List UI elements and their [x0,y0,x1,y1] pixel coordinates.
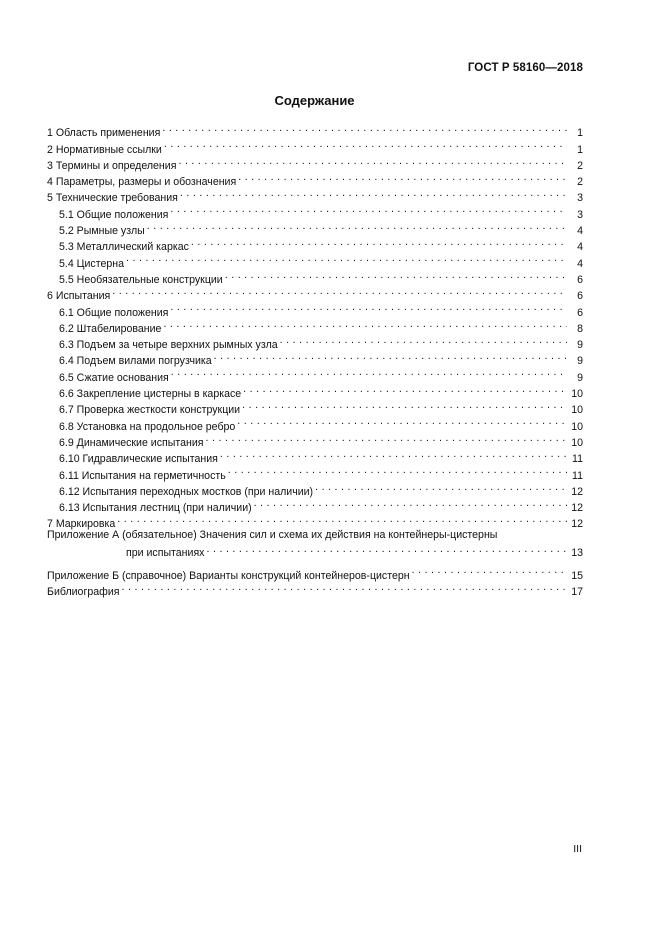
toc-entry-label: 6.4 Подъем вилами погрузчика [59,353,212,369]
toc-entry-label: 6.8 Установка на продольное ребро [59,419,235,435]
toc-leader-dots [220,446,567,462]
toc-leader-dots [412,562,567,578]
toc-entry-page: 12 [571,502,583,515]
toc-entry-page: 3 [577,192,583,205]
toc-entry-label: 6.5 Сжатие основания [59,370,169,386]
toc-leader-dots [126,250,567,266]
toc-entry-page: 4 [577,241,583,254]
toc-leader-dots [315,479,567,495]
doc-code: ГОСТ Р 58160—2018 [467,62,583,74]
toc-entry-label: Библиография [47,584,119,600]
toc-leader-dots [162,120,567,136]
toc-entry-page: 10 [571,388,583,401]
toc-entry-label: 6.11 Испытания на герметичность [59,468,226,484]
toc-leader-dots [171,364,567,380]
toc-entry-page: 11 [572,469,583,482]
toc-entry-label: 5.4 Цистерна [59,256,124,272]
toc-entry-page: 4 [577,225,583,238]
toc-leader-dots [206,430,568,446]
toc-leader-dots [147,218,567,234]
toc-entry-label-continued: при испытаниях [126,547,205,560]
toc-entry-page: 2 [577,176,583,189]
toc-entry-label: 5.2 Рымные узлы [59,223,145,239]
toc-leader-dots [112,283,567,299]
toc-entry-page: 15 [571,569,583,582]
toc-entry-label: Приложение Б (справочное) Варианты конструкций контейнеров-цистерн [47,568,410,584]
toc-entry-page: 17 [571,586,583,599]
toc-leader-dots [191,234,567,250]
toc-leader-dots [178,153,567,169]
toc-entry-page: 11 [572,453,583,466]
toc-entry-page: 6 [577,306,583,319]
toc-entry-label: 5.3 Металлический каркас [59,239,189,255]
toc-entry-label: 2 Нормативные ссылки [47,142,162,158]
toc-entry-label: 6.3 Подъем за четыре верхних рымных узла [59,337,278,353]
toc-entry-page: 3 [577,208,583,221]
toc-entry-page: 4 [577,257,583,270]
toc-entry-page: 2 [577,159,583,172]
toc-leader-dots [214,348,567,364]
toc-entry-page: 1 [577,127,583,140]
toc-leader-dots [237,413,567,429]
toc-entry-6[interactable] [47,283,583,303]
toc-entry-5-5[interactable] [47,267,583,286]
toc-entry-label: 6.1 Общие положения [59,305,168,321]
toc-entry-label: 6 Испытания [47,288,110,304]
toc-leader-dots [170,201,567,217]
toc-entry-1[interactable] [47,120,583,140]
toc-entry-6-1[interactable] [47,299,583,319]
toc-entry-page: 12 [571,485,583,498]
toc-leader-dots [117,511,567,527]
toc-entry-page: 13 [571,547,583,560]
toc-entry-page: 1 [577,143,583,156]
toc-entry-label: 6.6 Закрепление цистерны в каркасе [59,386,241,402]
toc-leader-dots [254,495,567,511]
toc-leader-dots [238,169,567,185]
table-of-contents [47,120,583,599]
toc-leader-dots [121,579,567,595]
toc-entry-label: 4 Параметры, размеры и обозначения [47,174,236,190]
toc-entry-label: 5.1 Общие положения [59,207,168,223]
toc-entry-7[interactable] [47,511,583,531]
toc-leader-dots [228,462,567,478]
toc-entry-page: 12 [571,518,583,531]
toc-leader-dots [180,185,567,201]
toc-leader-dots [206,542,567,556]
toc-entry-label: 3 Термины и определения [47,158,176,174]
toc-leader-dots [163,316,567,332]
toc-entry-label: 6.2 Штабелирование [59,321,161,337]
toc-leader-dots [164,136,567,152]
toc-entry-page: 6 [577,290,583,303]
toc-entry-page: 8 [577,322,583,335]
toc-entry-page: 9 [577,355,583,368]
toc-entry-label: 6.9 Динамические испытания [59,435,204,451]
toc-entry-appendix-b[interactable] [47,562,583,582]
page-number: III [573,843,582,855]
toc-entry-appendix-a[interactable] [47,527,583,562]
toc-entry-page: 10 [571,404,583,417]
toc-entry-bibliography[interactable] [47,579,583,599]
toc-entry-label: Приложение А (обязательное) Значения сил и схема их действия на контейнеры-цистерны [47,529,498,542]
toc-entry-label: 5.5 Необязательные конструкции [59,272,223,288]
toc-entry-page: 10 [571,420,583,433]
toc-leader-dots [243,381,567,397]
toc-leader-dots [170,299,567,315]
toc-entry-label: 1 Область применения [47,125,160,141]
toc-entry-label: 6.10 Гидравлические испытания [59,451,218,467]
toc-entry-label: 7 Маркировка [47,516,115,532]
toc-title: Содержание [274,93,355,108]
toc-entry-label: 6.7 Проверка жесткости конструкции [59,402,240,418]
toc-leader-dots [242,397,567,413]
toc-entry-page: 9 [577,339,583,352]
toc-leader-dots [225,267,567,283]
toc-leader-dots [280,332,567,348]
toc-entry-label: 6.13 Испытания лестниц (при наличии) [59,500,252,516]
toc-entry-label: 5 Технические требования [47,190,178,206]
toc-entry-5-4[interactable] [47,250,583,270]
toc-entry-label: 6.12 Испытания переходных мостков (при наличии) [59,484,313,500]
toc-entry-page: 9 [577,371,583,384]
toc-entry-page: 10 [571,436,583,449]
toc-entry-page: 6 [577,273,583,286]
